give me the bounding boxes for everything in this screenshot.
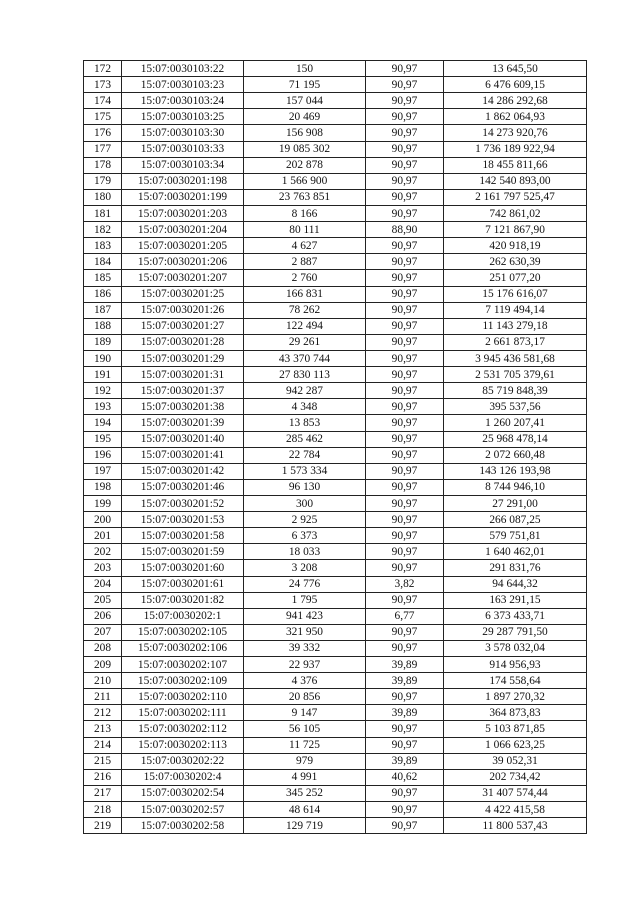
rate-cell: 90,97 xyxy=(366,173,444,189)
area-cell: 8 166 xyxy=(244,205,366,221)
rate-cell: 90,97 xyxy=(366,528,444,544)
value-cell: 7 119 494,14 xyxy=(444,302,587,318)
row-number-cell: 196 xyxy=(84,447,122,463)
cadastral-number-cell: 15:07:0030202:107 xyxy=(122,657,244,673)
area-cell: 285 462 xyxy=(244,431,366,447)
area-cell: 4 376 xyxy=(244,673,366,689)
area-cell: 19 085 302 xyxy=(244,141,366,157)
rate-cell: 90,97 xyxy=(366,93,444,109)
row-number-cell: 216 xyxy=(84,769,122,785)
value-cell: 13 645,50 xyxy=(444,61,587,77)
area-cell: 4 991 xyxy=(244,769,366,785)
table-row xyxy=(84,222,587,238)
cadastral-number-cell: 15:07:0030202:112 xyxy=(122,721,244,737)
table-row xyxy=(84,592,587,608)
area-cell: 11 725 xyxy=(244,737,366,753)
rate-cell: 90,97 xyxy=(366,125,444,141)
value-cell: 18 455 811,66 xyxy=(444,157,587,173)
table-row xyxy=(84,334,587,350)
area-cell: 345 252 xyxy=(244,785,366,801)
row-number-cell: 189 xyxy=(84,334,122,350)
value-cell: 7 121 867,90 xyxy=(444,222,587,238)
rate-cell: 3,82 xyxy=(366,576,444,592)
table-row xyxy=(84,560,587,576)
row-number-cell: 183 xyxy=(84,238,122,254)
rate-cell: 90,97 xyxy=(366,802,444,818)
value-cell: 4 422 415,58 xyxy=(444,802,587,818)
area-cell: 18 033 xyxy=(244,544,366,560)
cadastral-number-cell: 15:07:0030201:58 xyxy=(122,528,244,544)
table-row xyxy=(84,173,587,189)
row-number-cell: 207 xyxy=(84,624,122,640)
rate-cell: 90,97 xyxy=(366,624,444,640)
value-cell: 2 661 873,17 xyxy=(444,334,587,350)
area-cell: 4 627 xyxy=(244,238,366,254)
row-number-cell: 213 xyxy=(84,721,122,737)
table-row xyxy=(84,479,587,495)
value-cell: 14 273 920,76 xyxy=(444,125,587,141)
cadastral-number-cell: 15:07:0030103:23 xyxy=(122,77,244,93)
area-cell: 71 195 xyxy=(244,77,366,93)
row-number-cell: 191 xyxy=(84,367,122,383)
row-number-cell: 203 xyxy=(84,560,122,576)
value-cell: 262 630,39 xyxy=(444,254,587,270)
area-cell: 941 423 xyxy=(244,608,366,624)
rate-cell: 6,77 xyxy=(366,608,444,624)
value-cell: 5 103 871,85 xyxy=(444,721,587,737)
row-number-cell: 187 xyxy=(84,302,122,318)
value-cell: 266 087,25 xyxy=(444,512,587,528)
rate-cell: 88,90 xyxy=(366,222,444,238)
table-row xyxy=(84,463,587,479)
table-row xyxy=(84,367,587,383)
area-cell: 942 287 xyxy=(244,383,366,399)
cadastral-number-cell: 15:07:0030201:31 xyxy=(122,367,244,383)
table-row xyxy=(84,512,587,528)
table-row xyxy=(84,141,587,157)
table-row xyxy=(84,189,587,205)
rate-cell: 90,97 xyxy=(366,189,444,205)
table-row xyxy=(84,753,587,769)
table-row xyxy=(84,238,587,254)
rate-cell: 90,97 xyxy=(366,383,444,399)
value-cell: 39 052,31 xyxy=(444,753,587,769)
cadastral-number-cell: 15:07:0030201:42 xyxy=(122,463,244,479)
table-row xyxy=(84,399,587,415)
table-row xyxy=(84,705,587,721)
cadastral-number-cell: 15:07:0030103:22 xyxy=(122,61,244,77)
value-cell: 291 831,76 xyxy=(444,560,587,576)
cadastral-number-cell: 15:07:0030201:205 xyxy=(122,238,244,254)
table-row xyxy=(84,383,587,399)
table-row xyxy=(84,495,587,511)
value-cell: 3 578 032,04 xyxy=(444,640,587,656)
value-cell: 174 558,64 xyxy=(444,673,587,689)
table-row xyxy=(84,608,587,624)
cadastral-number-cell: 15:07:0030202:111 xyxy=(122,705,244,721)
table-row xyxy=(84,302,587,318)
row-number-cell: 192 xyxy=(84,383,122,399)
table-row xyxy=(84,528,587,544)
value-cell: 6 373 433,71 xyxy=(444,608,587,624)
cadastral-number-cell: 15:07:0030103:24 xyxy=(122,93,244,109)
value-cell: 94 644,32 xyxy=(444,576,587,592)
area-cell: 78 262 xyxy=(244,302,366,318)
cadastral-number-cell: 15:07:0030201:26 xyxy=(122,302,244,318)
rate-cell: 90,97 xyxy=(366,689,444,705)
rate-cell: 90,97 xyxy=(366,350,444,366)
area-cell: 979 xyxy=(244,753,366,769)
rate-cell: 39,89 xyxy=(366,705,444,721)
parcel-table xyxy=(83,60,587,834)
table-row xyxy=(84,447,587,463)
row-number-cell: 179 xyxy=(84,173,122,189)
rate-cell: 90,97 xyxy=(366,318,444,334)
value-cell: 27 291,00 xyxy=(444,495,587,511)
cadastral-number-cell: 15:07:0030202:109 xyxy=(122,673,244,689)
value-cell: 395 537,56 xyxy=(444,399,587,415)
value-cell: 3 945 436 581,68 xyxy=(444,350,587,366)
row-number-cell: 208 xyxy=(84,640,122,656)
table-row xyxy=(84,270,587,286)
cadastral-number-cell: 15:07:0030201:46 xyxy=(122,479,244,495)
table-row xyxy=(84,61,587,77)
area-cell: 321 950 xyxy=(244,624,366,640)
area-cell: 80 111 xyxy=(244,222,366,238)
row-number-cell: 209 xyxy=(84,657,122,673)
rate-cell: 90,97 xyxy=(366,737,444,753)
area-cell: 13 853 xyxy=(244,415,366,431)
row-number-cell: 178 xyxy=(84,157,122,173)
table-row xyxy=(84,785,587,801)
cadastral-number-cell: 15:07:0030103:34 xyxy=(122,157,244,173)
cadastral-number-cell: 15:07:0030201:206 xyxy=(122,254,244,270)
cadastral-number-cell: 15:07:0030201:53 xyxy=(122,512,244,528)
row-number-cell: 181 xyxy=(84,205,122,221)
rate-cell: 90,97 xyxy=(366,367,444,383)
rate-cell: 90,97 xyxy=(366,205,444,221)
cadastral-number-cell: 15:07:0030201:198 xyxy=(122,173,244,189)
row-number-cell: 206 xyxy=(84,608,122,624)
value-cell: 1 640 462,01 xyxy=(444,544,587,560)
rate-cell: 39,89 xyxy=(366,673,444,689)
area-cell: 3 208 xyxy=(244,560,366,576)
rate-cell: 90,97 xyxy=(366,157,444,173)
rate-cell: 90,97 xyxy=(366,238,444,254)
area-cell: 129 719 xyxy=(244,818,366,834)
value-cell: 364 873,83 xyxy=(444,705,587,721)
cadastral-number-cell: 15:07:0030202:1 xyxy=(122,608,244,624)
rate-cell: 90,97 xyxy=(366,302,444,318)
area-cell: 23 763 851 xyxy=(244,189,366,205)
rate-cell: 90,97 xyxy=(366,447,444,463)
cadastral-number-cell: 15:07:0030201:27 xyxy=(122,318,244,334)
row-number-cell: 199 xyxy=(84,495,122,511)
value-cell: 420 918,19 xyxy=(444,238,587,254)
rate-cell: 90,97 xyxy=(366,77,444,93)
row-number-cell: 197 xyxy=(84,463,122,479)
area-cell: 1 566 900 xyxy=(244,173,366,189)
cadastral-number-cell: 15:07:0030202:106 xyxy=(122,640,244,656)
value-cell: 11 143 279,18 xyxy=(444,318,587,334)
area-cell: 202 878 xyxy=(244,157,366,173)
rate-cell: 90,97 xyxy=(366,640,444,656)
cadastral-number-cell: 15:07:0030202:110 xyxy=(122,689,244,705)
value-cell: 742 861,02 xyxy=(444,205,587,221)
cadastral-number-cell: 15:07:0030201:52 xyxy=(122,495,244,511)
cadastral-number-cell: 15:07:0030201:28 xyxy=(122,334,244,350)
area-cell: 122 494 xyxy=(244,318,366,334)
table-row xyxy=(84,125,587,141)
area-cell: 300 xyxy=(244,495,366,511)
row-number-cell: 175 xyxy=(84,109,122,125)
table-row xyxy=(84,769,587,785)
area-cell: 2 925 xyxy=(244,512,366,528)
table-row xyxy=(84,415,587,431)
value-cell: 251 077,20 xyxy=(444,270,587,286)
cadastral-number-cell: 15:07:0030202:4 xyxy=(122,769,244,785)
row-number-cell: 174 xyxy=(84,93,122,109)
row-number-cell: 177 xyxy=(84,141,122,157)
rate-cell: 90,97 xyxy=(366,254,444,270)
row-number-cell: 218 xyxy=(84,802,122,818)
rate-cell: 90,97 xyxy=(366,61,444,77)
cadastral-number-cell: 15:07:0030201:41 xyxy=(122,447,244,463)
rate-cell: 39,89 xyxy=(366,657,444,673)
table-row xyxy=(84,157,587,173)
cadastral-number-cell: 15:07:0030202:105 xyxy=(122,624,244,640)
row-number-cell: 204 xyxy=(84,576,122,592)
rate-cell: 90,97 xyxy=(366,785,444,801)
rate-cell: 90,97 xyxy=(366,463,444,479)
cadastral-number-cell: 15:07:0030201:61 xyxy=(122,576,244,592)
value-cell: 579 751,81 xyxy=(444,528,587,544)
rate-cell: 90,97 xyxy=(366,286,444,302)
rate-cell: 40,62 xyxy=(366,769,444,785)
cadastral-number-cell: 15:07:0030202:22 xyxy=(122,753,244,769)
row-number-cell: 185 xyxy=(84,270,122,286)
area-cell: 1 573 334 xyxy=(244,463,366,479)
value-cell: 2 072 660,48 xyxy=(444,447,587,463)
area-cell: 56 105 xyxy=(244,721,366,737)
table-row xyxy=(84,737,587,753)
area-cell: 22 937 xyxy=(244,657,366,673)
rate-cell: 90,97 xyxy=(366,560,444,576)
table-row xyxy=(84,818,587,834)
row-number-cell: 188 xyxy=(84,318,122,334)
table-row xyxy=(84,673,587,689)
value-cell: 15 176 616,07 xyxy=(444,286,587,302)
cadastral-number-cell: 15:07:0030202:58 xyxy=(122,818,244,834)
row-number-cell: 200 xyxy=(84,512,122,528)
row-number-cell: 202 xyxy=(84,544,122,560)
row-number-cell: 195 xyxy=(84,431,122,447)
area-cell: 157 044 xyxy=(244,93,366,109)
row-number-cell: 186 xyxy=(84,286,122,302)
cadastral-number-cell: 15:07:0030201:29 xyxy=(122,350,244,366)
row-number-cell: 198 xyxy=(84,479,122,495)
row-number-cell: 182 xyxy=(84,222,122,238)
cadastral-number-cell: 15:07:0030201:207 xyxy=(122,270,244,286)
table-row xyxy=(84,205,587,221)
row-number-cell: 173 xyxy=(84,77,122,93)
value-cell: 85 719 848,39 xyxy=(444,383,587,399)
cadastral-number-cell: 15:07:0030201:38 xyxy=(122,399,244,415)
cadastral-number-cell: 15:07:0030103:30 xyxy=(122,125,244,141)
area-cell: 2 760 xyxy=(244,270,366,286)
row-number-cell: 214 xyxy=(84,737,122,753)
rate-cell: 90,97 xyxy=(366,495,444,511)
area-cell: 166 831 xyxy=(244,286,366,302)
area-cell: 24 776 xyxy=(244,576,366,592)
area-cell: 48 614 xyxy=(244,802,366,818)
value-cell: 6 476 609,15 xyxy=(444,77,587,93)
table-row xyxy=(84,318,587,334)
row-number-cell: 184 xyxy=(84,254,122,270)
table-row xyxy=(84,350,587,366)
table-row xyxy=(84,254,587,270)
row-number-cell: 217 xyxy=(84,785,122,801)
value-cell: 2 161 797 525,47 xyxy=(444,189,587,205)
row-number-cell: 194 xyxy=(84,415,122,431)
value-cell: 142 540 893,00 xyxy=(444,173,587,189)
area-cell: 39 332 xyxy=(244,640,366,656)
table-row xyxy=(84,431,587,447)
parcel-table-body xyxy=(84,61,587,834)
area-cell: 20 856 xyxy=(244,689,366,705)
rate-cell: 90,97 xyxy=(366,399,444,415)
value-cell: 1 260 207,41 xyxy=(444,415,587,431)
value-cell: 14 286 292,68 xyxy=(444,93,587,109)
cadastral-number-cell: 15:07:0030201:203 xyxy=(122,205,244,221)
table-row xyxy=(84,93,587,109)
cadastral-number-cell: 15:07:0030201:59 xyxy=(122,544,244,560)
value-cell: 143 126 193,98 xyxy=(444,463,587,479)
row-number-cell: 219 xyxy=(84,818,122,834)
area-cell: 29 261 xyxy=(244,334,366,350)
cadastral-number-cell: 15:07:0030103:33 xyxy=(122,141,244,157)
value-cell: 11 800 537,43 xyxy=(444,818,587,834)
value-cell: 31 407 574,44 xyxy=(444,785,587,801)
area-cell: 6 373 xyxy=(244,528,366,544)
rate-cell: 39,89 xyxy=(366,753,444,769)
row-number-cell: 172 xyxy=(84,61,122,77)
cadastral-number-cell: 15:07:0030201:204 xyxy=(122,222,244,238)
rate-cell: 90,97 xyxy=(366,592,444,608)
cadastral-number-cell: 15:07:0030201:199 xyxy=(122,189,244,205)
row-number-cell: 215 xyxy=(84,753,122,769)
cadastral-number-cell: 15:07:0030201:39 xyxy=(122,415,244,431)
value-cell: 29 287 791,50 xyxy=(444,624,587,640)
value-cell: 1 897 270,32 xyxy=(444,689,587,705)
rate-cell: 90,97 xyxy=(366,141,444,157)
area-cell: 9 147 xyxy=(244,705,366,721)
row-number-cell: 193 xyxy=(84,399,122,415)
area-cell: 150 xyxy=(244,61,366,77)
row-number-cell: 212 xyxy=(84,705,122,721)
cadastral-number-cell: 15:07:0030201:60 xyxy=(122,560,244,576)
row-number-cell: 180 xyxy=(84,189,122,205)
table-row xyxy=(84,77,587,93)
area-cell: 2 887 xyxy=(244,254,366,270)
cadastral-number-cell: 15:07:0030201:37 xyxy=(122,383,244,399)
row-number-cell: 211 xyxy=(84,689,122,705)
rate-cell: 90,97 xyxy=(366,431,444,447)
area-cell: 4 348 xyxy=(244,399,366,415)
rate-cell: 90,97 xyxy=(366,544,444,560)
area-cell: 43 370 744 xyxy=(244,350,366,366)
rate-cell: 90,97 xyxy=(366,109,444,125)
value-cell: 2 531 705 379,61 xyxy=(444,367,587,383)
table-row xyxy=(84,109,587,125)
area-cell: 22 784 xyxy=(244,447,366,463)
table-row xyxy=(84,624,587,640)
cadastral-number-cell: 15:07:0030202:57 xyxy=(122,802,244,818)
cadastral-number-cell: 15:07:0030202:54 xyxy=(122,785,244,801)
value-cell: 1 736 189 922,94 xyxy=(444,141,587,157)
rate-cell: 90,97 xyxy=(366,334,444,350)
area-cell: 20 469 xyxy=(244,109,366,125)
row-number-cell: 201 xyxy=(84,528,122,544)
rate-cell: 90,97 xyxy=(366,818,444,834)
value-cell: 163 291,15 xyxy=(444,592,587,608)
row-number-cell: 210 xyxy=(84,673,122,689)
cadastral-number-cell: 15:07:0030201:40 xyxy=(122,431,244,447)
rate-cell: 90,97 xyxy=(366,415,444,431)
value-cell: 8 744 946,10 xyxy=(444,479,587,495)
area-cell: 27 830 113 xyxy=(244,367,366,383)
table-row xyxy=(84,544,587,560)
value-cell: 202 734,42 xyxy=(444,769,587,785)
row-number-cell: 190 xyxy=(84,350,122,366)
table-row xyxy=(84,576,587,592)
table-row xyxy=(84,640,587,656)
table-row xyxy=(84,689,587,705)
area-cell: 156 908 xyxy=(244,125,366,141)
cadastral-number-cell: 15:07:0030103:25 xyxy=(122,109,244,125)
table-row xyxy=(84,802,587,818)
area-cell: 96 130 xyxy=(244,479,366,495)
value-cell: 914 956,93 xyxy=(444,657,587,673)
area-cell: 1 795 xyxy=(244,592,366,608)
rate-cell: 90,97 xyxy=(366,721,444,737)
value-cell: 1 066 623,25 xyxy=(444,737,587,753)
value-cell: 1 862 064,93 xyxy=(444,109,587,125)
table-row xyxy=(84,286,587,302)
table-row xyxy=(84,721,587,737)
rate-cell: 90,97 xyxy=(366,270,444,286)
table-row xyxy=(84,657,587,673)
rate-cell: 90,97 xyxy=(366,512,444,528)
rate-cell: 90,97 xyxy=(366,479,444,495)
value-cell: 25 968 478,14 xyxy=(444,431,587,447)
row-number-cell: 205 xyxy=(84,592,122,608)
cadastral-number-cell: 15:07:0030201:25 xyxy=(122,286,244,302)
row-number-cell: 176 xyxy=(84,125,122,141)
cadastral-number-cell: 15:07:0030202:113 xyxy=(122,737,244,753)
cadastral-number-cell: 15:07:0030201:82 xyxy=(122,592,244,608)
